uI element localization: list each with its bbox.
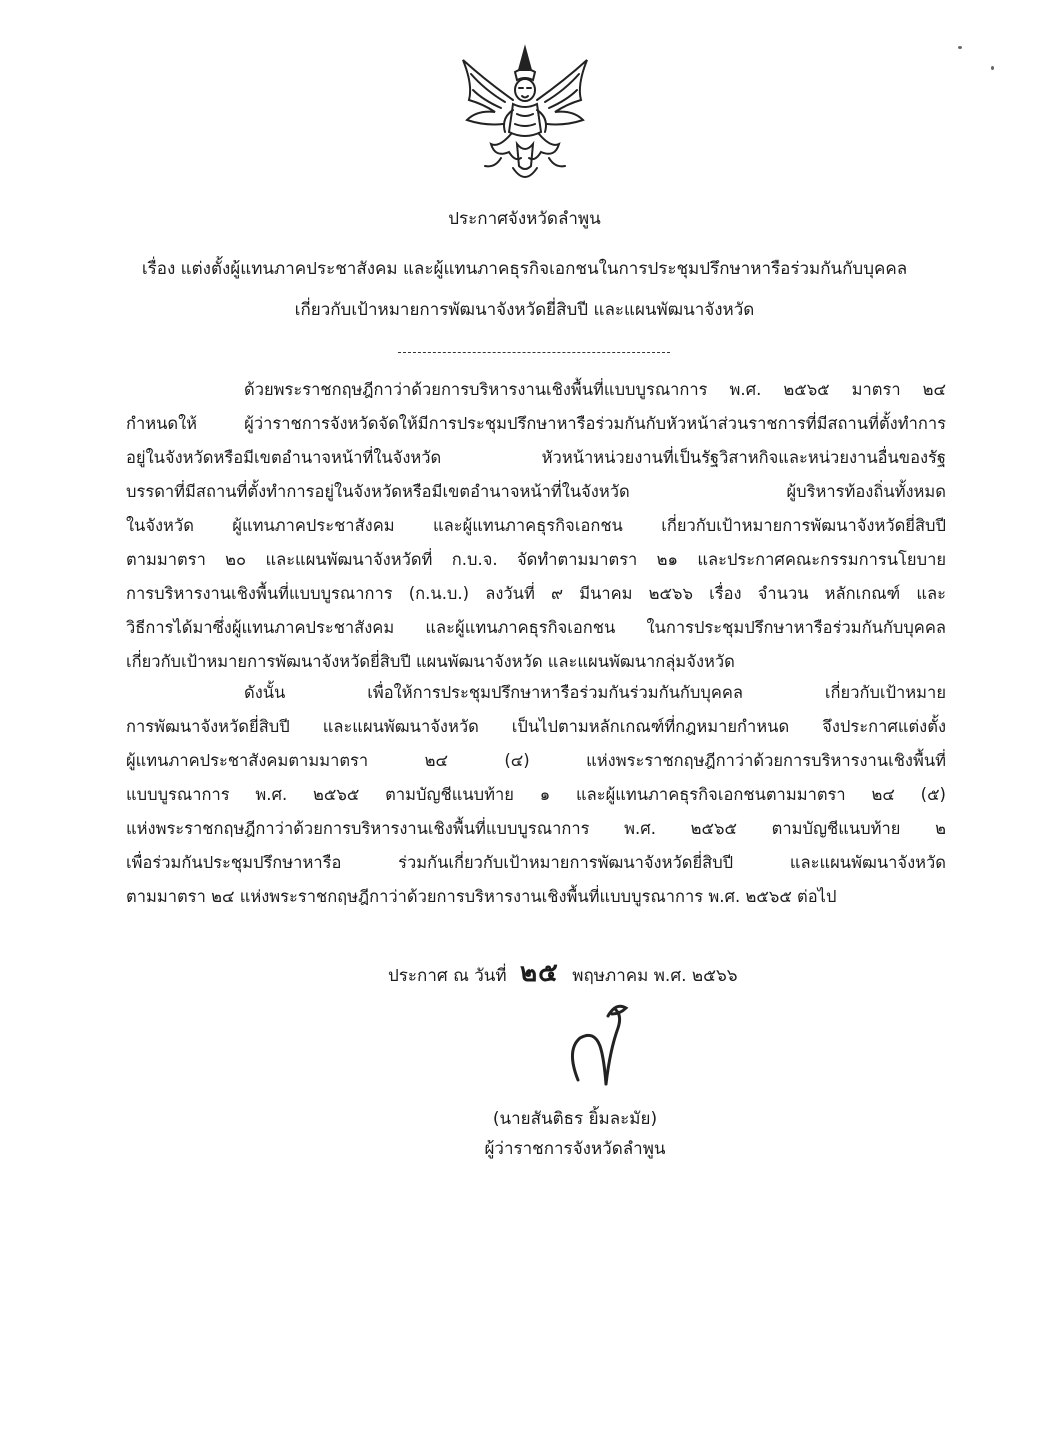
paragraph-1-line: วิธีการได้มาซึ่งผู้แทนภาคประชาสังคม และผู้แทนภาคธุรกิจเอกชน ในการประชุมปรึกษาหารือร่วมกันกับบุคคล (126, 618, 946, 637)
separator-line (398, 352, 670, 353)
announcement-title: ประกาศจังหวัดลำพูน (448, 209, 601, 229)
scan-speck (958, 46, 962, 49)
paragraph-2-line: แห่งพระราชกฤษฎีกาว่าด้วยการบริหารงานเชิงพื้นที่แบบบูรณาการ พ.ศ. ๒๕๖๕ ตามบัญชีแนบท้าย ๒ (126, 819, 946, 838)
dateline-day: ๒๕ (520, 958, 559, 988)
paragraph-1-line: กำหนดให้ ผู้ว่าราชการจังหวัดจัดให้มีการประชุมปรึกษาหารือร่วมกันกับหัวหน้าส่วนราชการที่มีสถานที่ตั้งทำการ (126, 414, 946, 433)
paragraph-1-line: บรรดาที่มีสถานที่ตั้งทำการอยู่ในจังหวัดหรือมีเขตอำนาจหน้าที่ในจังหวัด ผู้บริหารท้องถิ่นทั้งหมด (126, 482, 946, 501)
signature-icon (560, 1000, 650, 1090)
subject-line-1: เรื่อง แต่งตั้งผู้แทนภาคประชาสังคม และผู้แทนภาคธุรกิจเอกชนในการประชุมปรึกษาหารือร่วมกันกับบุคคล (141, 259, 908, 279)
paragraph-2-line: ดังนั้น เพื่อให้การประชุมปรึกษาหารือร่วมกันร่วมกันกับบุคคล เกี่ยวกับเป้าหมาย (244, 683, 946, 702)
paragraph-1-line: ตามมาตรา ๒๐ และแผนพัฒนาจังหวัดที่ ก.บ.จ. จัดทำตามมาตรา ๒๑ และประกาศคณะกรรมการนโยบาย (126, 550, 946, 569)
signer-name: (นายสันติธร ยิ้มละมัย) (492, 1109, 658, 1129)
signer-position: ผู้ว่าราชการจังหวัดลำพูน (484, 1139, 666, 1159)
paragraph-2-line: การพัฒนาจังหวัดยี่สิบปี และแผนพัฒนาจังหวัด เป็นไปตามหลักเกณฑ์ที่กฎหมายกำหนด จึงประกาศแต่งตั้ง (126, 717, 946, 736)
dateline (388, 952, 738, 993)
paragraph-1-line: การบริหารงานเชิงพื้นที่แบบบูรณาการ (ก.น.บ.) ลงวันที่ ๙ มีนาคม ๒๕๖๖ เรื่อง จำนวน หลักเกณฑ์ และ (126, 584, 946, 603)
paragraph-1-line: ด้วยพระราชกฤษฎีกาว่าด้วยการบริหารงานเชิงพื้นที่แบบบูรณาการ พ.ศ. ๒๕๖๕ มาตรา ๒๔ (244, 380, 946, 399)
garuda-emblem-icon (455, 40, 595, 190)
scan-speck (991, 66, 994, 70)
paragraph-2-line: ตามมาตรา ๒๔ แห่งพระราชกฤษฎีกาว่าด้วยการบริหารงานเชิงพื้นที่แบบบูรณาการ พ.ศ. ๒๕๖๕ ต่อไป (126, 887, 837, 906)
subject-line-2: เกี่ยวกับเป้าหมายการพัฒนาจังหวัดยี่สิบปี และแผนพัฒนาจังหวัด (294, 300, 755, 320)
paragraph-1 (126, 373, 946, 679)
paragraph-1-line: ในจังหวัด ผู้แทนภาคประชาสังคม และผู้แทนภาคธุรกิจเอกชน เกี่ยวกับเป้าหมายการพัฒนาจังหวัดยี่สิบปี (126, 516, 946, 535)
dateline-month-year: พฤษภาคม พ.ศ. ๒๕๖๖ (572, 966, 738, 986)
paragraph-2 (126, 676, 946, 914)
paragraph-2-line: ผู้แทนภาคประชาสังคมตามมาตรา ๒๔ (๔) แห่งพระราชกฤษฎีกาว่าด้วยการบริหารงานเชิงพื้นที่ (126, 751, 946, 770)
paragraph-2-line: เพื่อร่วมกันประชุมปรึกษาหารือ ร่วมกันเกี่ยวกับเป้าหมายการพัฒนาจังหวัดยี่สิบปี และแผนพัฒนาจังหวัด (126, 853, 946, 872)
paragraph-1-line: เกี่ยวกับเป้าหมายการพัฒนาจังหวัดยี่สิบปี แผนพัฒนาจังหวัด และแผนพัฒนากลุ่มจังหวัด (126, 652, 735, 671)
paragraph-1-line: อยู่ในจังหวัดหรือมีเขตอำนาจหน้าที่ในจังหวัด หัวหน้าหน่วยงานที่เป็นรัฐวิสาหกิจและหน่วยงานอื่นของรัฐ (126, 448, 946, 467)
dateline-prefix: ประกาศ ณ วันที่ (388, 966, 507, 986)
paragraph-2-line: แบบบูรณาการ พ.ศ. ๒๕๖๕ ตามบัญชีแนบท้าย ๑ และผู้แทนภาคธุรกิจเอกชนตามมาตรา ๒๔ (๕) (126, 785, 946, 804)
